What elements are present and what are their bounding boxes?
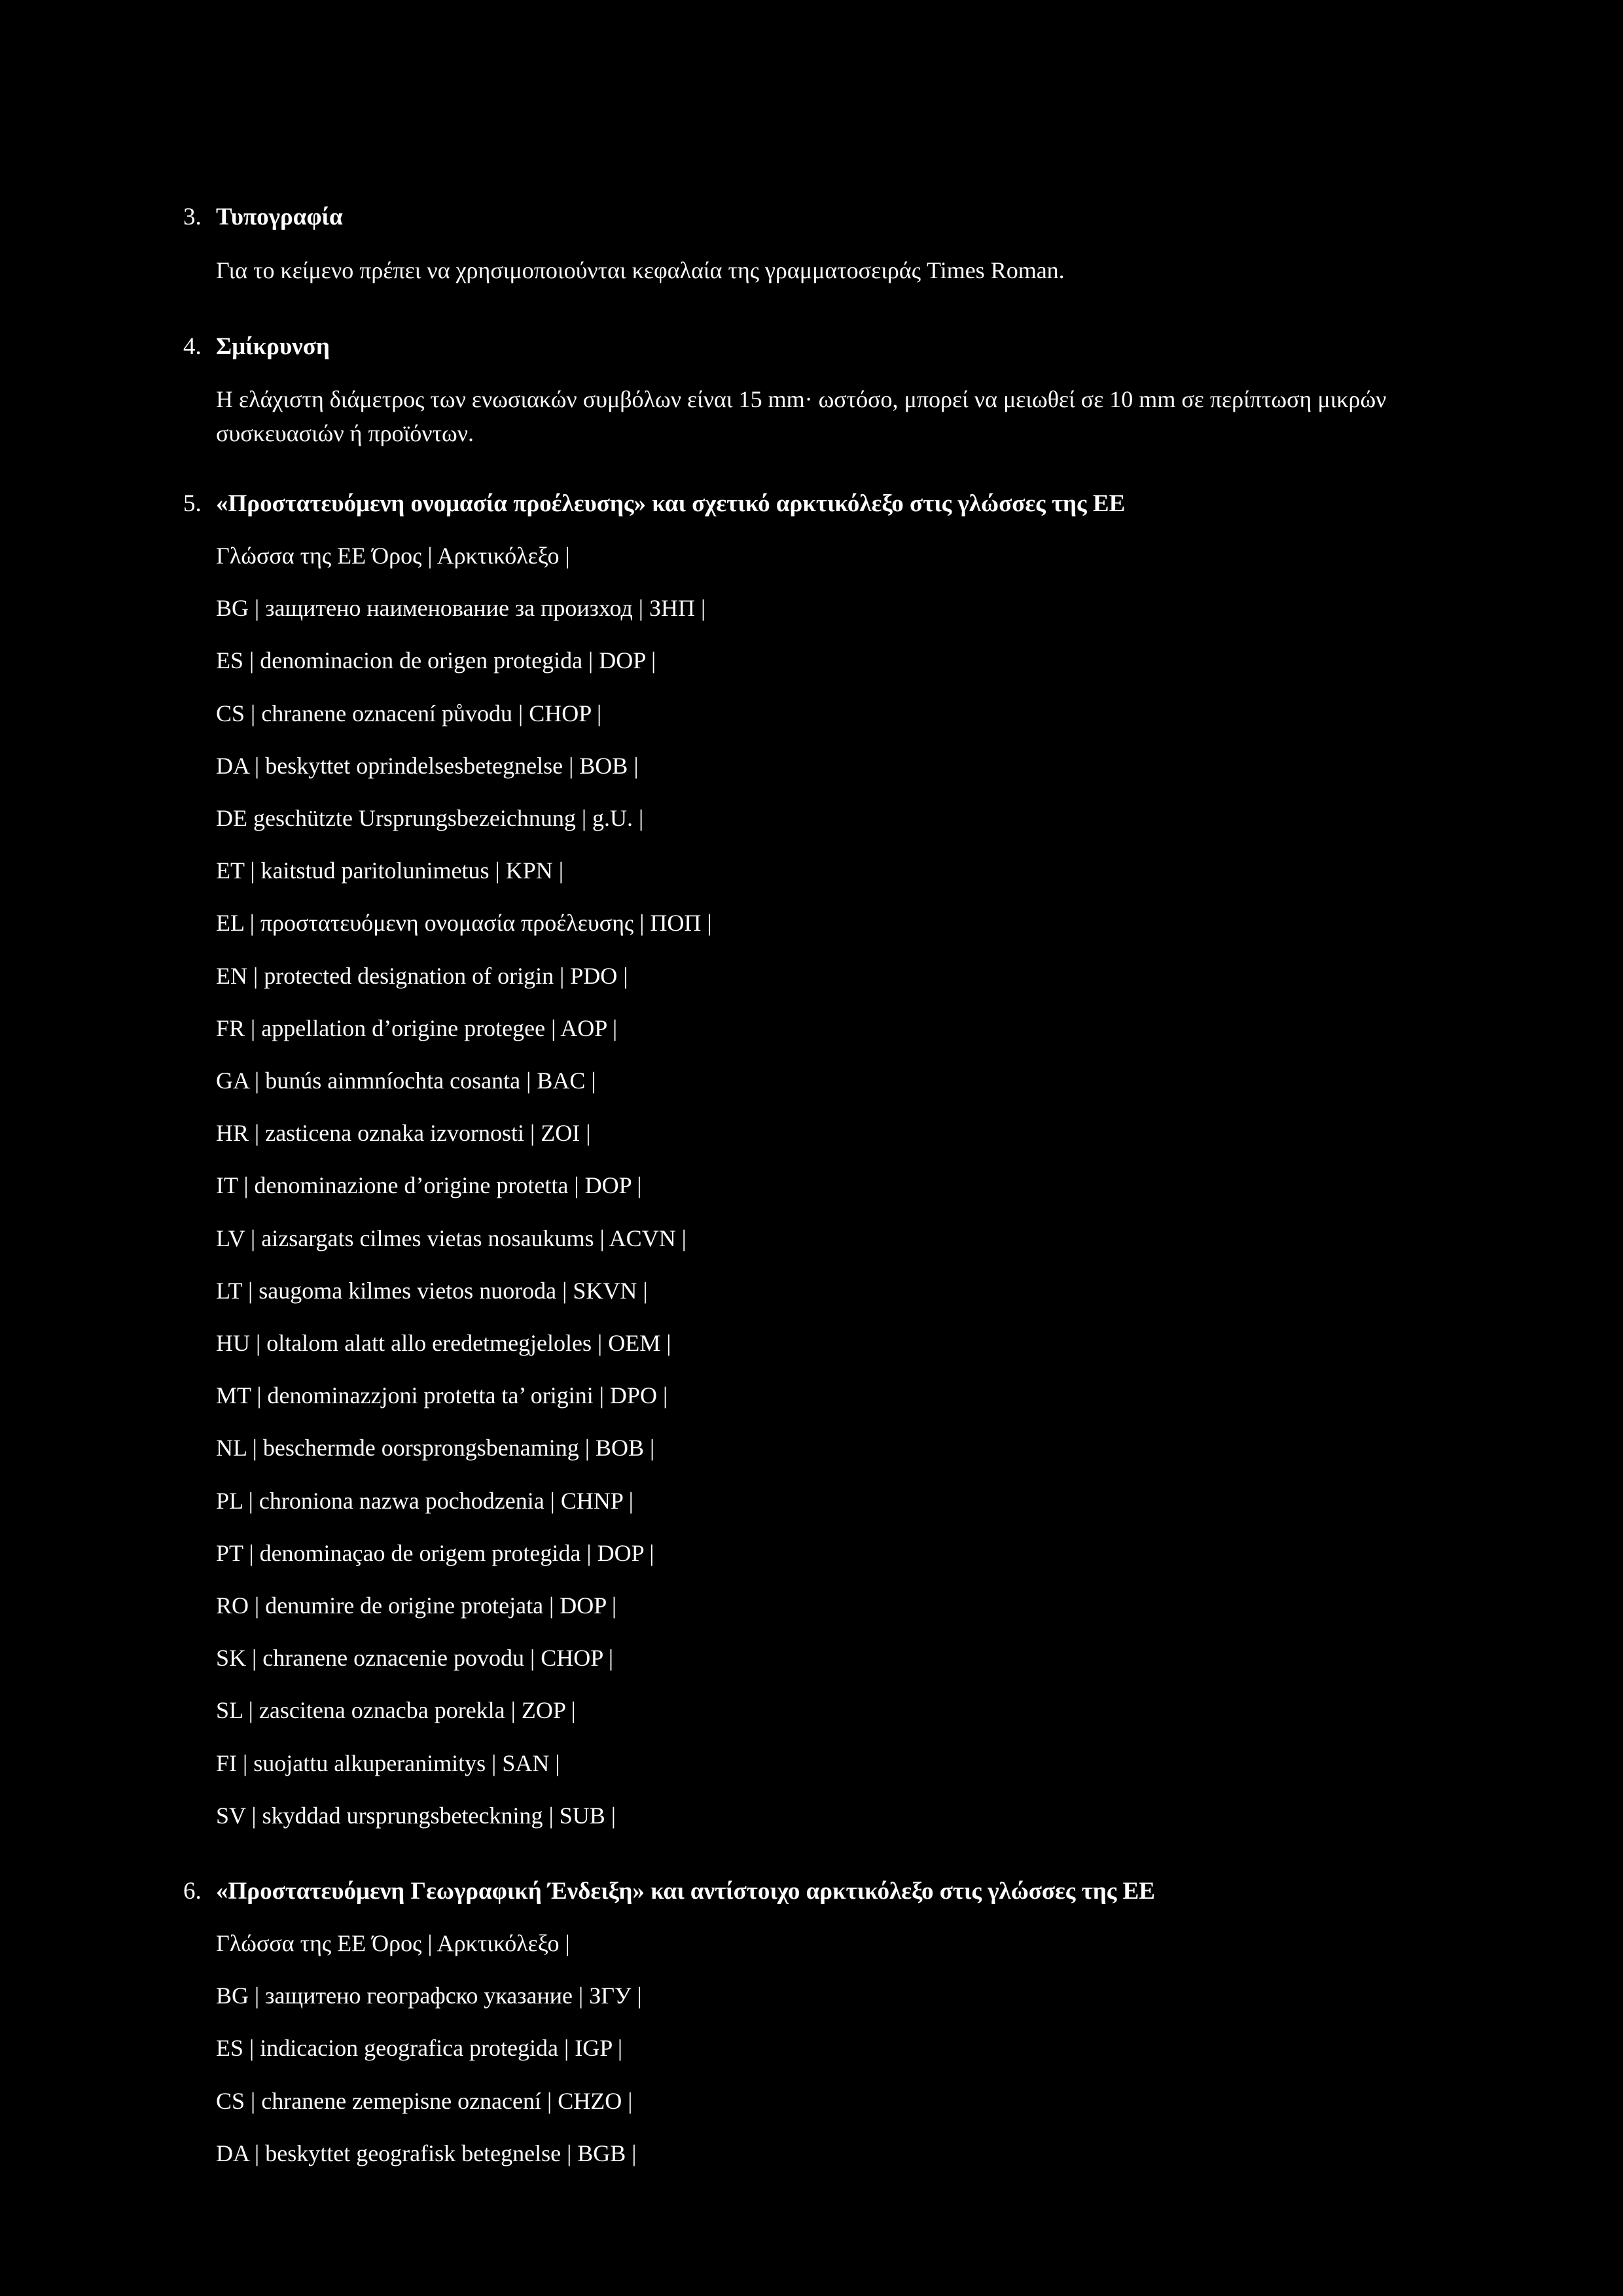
term-list-item: RO | denumire de origine protejata | DOP | — [216, 1592, 617, 1619]
term-list-item: BG | защитено наименование за произход | ЗНП | — [216, 595, 706, 622]
term-list-item: DA | beskyttet geografisk betegnelse | BGB | — [216, 2140, 637, 2166]
term-list-header: Γλώσσα της ΕΕ Όρος | Αρκτικόλεξο | — [216, 543, 570, 569]
term-list-item: SV | skyddad ursprungsbeteckning | SUB | — [216, 1802, 616, 1829]
section-5-title: «Προστατευόμενη ονομασία προέλευσης» και σχετικό αρκτικόλεξο στις γλώσσες της ΕΕ — [216, 490, 1126, 517]
term-list-item: DE geschützte Ursprungsbezeichnung | g.U. | — [216, 805, 644, 831]
term-list-item: GA | bunús ainmníochta cosanta | BAC | — [216, 1067, 596, 1094]
section-6-number: 6. — [183, 1878, 202, 1905]
term-list-item: SK | chranene oznacenie povodu | CHOP | — [216, 1645, 614, 1672]
term-list-item: FR | appellation d’origine protegee | AOP | — [216, 1014, 618, 1041]
section-4-heading — [183, 332, 330, 361]
term-list-item: CS | chranene oznacení původu | CHOP | — [216, 700, 602, 726]
section-5-heading — [183, 490, 1125, 518]
term-list-item: IT | denominazione d’origine protetta | DOP | — [216, 1172, 642, 1199]
term-list-item: ES | denominacion de origen protegida | DOP | — [216, 647, 656, 674]
section-3-heading — [183, 203, 343, 231]
section-3-title: Τυπογραφία — [216, 204, 343, 230]
section-6-title: «Προστατευόμενη Γεωγραφική Ένδειξη» και αντίστοιχο αρκτικόλεξο στις γλώσσες της ΕΕ — [216, 1878, 1155, 1905]
term-list-item: LT | saugoma kilmes vietos nuoroda | SKVN | — [216, 1277, 648, 1304]
term-list-item: CS | chranene zemepisne oznacení | CHZO | — [216, 2087, 633, 2114]
section-3-number: 3. — [183, 204, 202, 230]
term-list-item: DA | beskyttet oprindelsesbetegnelse | BOB | — [216, 752, 639, 779]
term-list-item: HR | zasticena oznaka izvornosti | ZOI | — [216, 1120, 591, 1147]
term-list-item: NL | beschermde oorsprongsbenaming | BOB | — [216, 1435, 655, 1462]
term-list-item: LV | aizsargats cilmes vietas nosaukums | ACVN | — [216, 1225, 687, 1251]
section-3-text: Για το κείμενο πρέπει να χρησιμοποιούνται κεφαλαία της γραμματοσειράς Times Roman. — [216, 257, 1065, 283]
term-list-item: FI | suojattu alkuperanimitys | SAN | — [216, 1749, 560, 1776]
section-4-text: Η ελάχιστη διάμετρος των ενωσιακών συμβόλων είναι 15 mm· ωστόσο, μπορεί να μειωθεί σε 10 mm σε περίπτωση μικρών συσκευασιών ή προϊόντων. — [216, 386, 1387, 446]
term-list-item: EL | προστατευόμενη ονομασία προέλευσης | ΠΟΠ | — [216, 910, 712, 937]
section-5-number: 5. — [183, 490, 202, 517]
term-list-item: ES | indicacion geografica protegida | IGP | — [216, 2035, 623, 2062]
term-list-item: PL | chroniona nazwa pochodzenia | CHNP | — [216, 1487, 633, 1514]
term-list-item: PT | denominaçao de origem protegida | DOP | — [216, 1539, 654, 1566]
section-6-heading — [183, 1877, 1155, 1905]
term-list-item: SL | zascitena oznacba porekla | ZOP | — [216, 1697, 576, 1724]
section-4-title: Σμίκρυνση — [216, 333, 330, 360]
term-list-item: BG | защитено географско указание | ЗГУ | — [216, 1982, 642, 2009]
section-4-number: 4. — [183, 333, 202, 360]
term-list-item: MT | denominazzjoni protetta ta’ origini | DPO | — [216, 1382, 668, 1409]
term-list-item: ET | kaitstud paritolunimetus | KPN | — [216, 857, 563, 884]
term-list-item: EN | protected designation of origin | PDO | — [216, 962, 628, 989]
term-list-item: HU | oltalom alatt allo eredetmegjeloles | OEM | — [216, 1330, 671, 1356]
term-list-header: Γλώσσα της ΕΕ Όρος | Αρκτικόλεξο | — [216, 1930, 570, 1956]
